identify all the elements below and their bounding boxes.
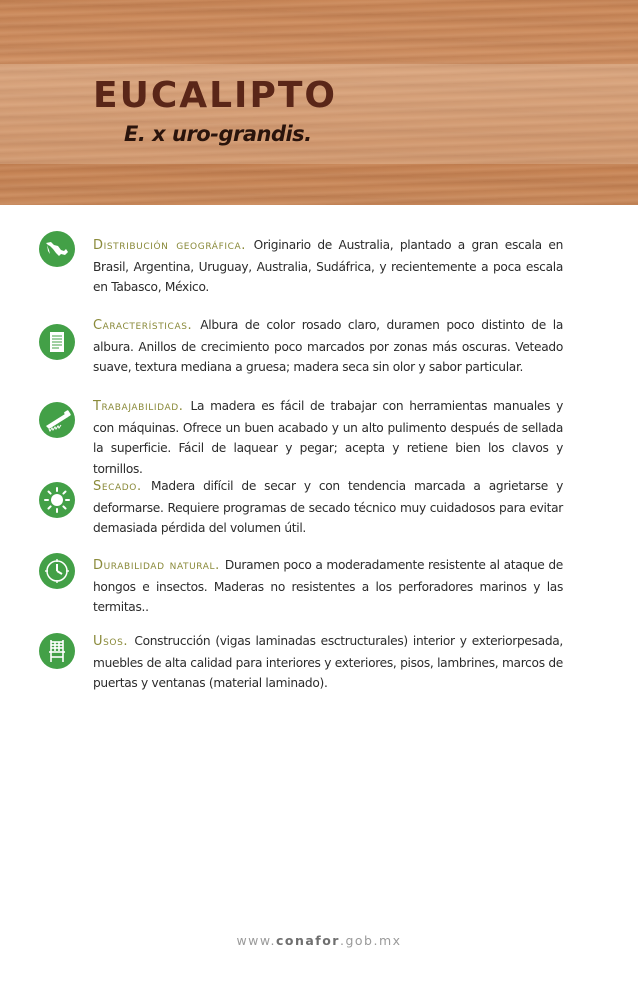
section-trabajabilidad [93, 396, 563, 479]
page-title: EUCALIPTO [93, 75, 337, 116]
section-label: Usos. [93, 634, 135, 649]
wood-header [0, 0, 638, 205]
section-text: Originario de Australia, plantado a gran escala en Brasil, Argentina, Uruguay, Australia, Sudáfrica, y recientemente a poca escala en Tabasco, México. [93, 238, 563, 294]
section-caracteristicas [93, 315, 563, 378]
section-secado [93, 476, 563, 539]
sun-icon [39, 482, 75, 518]
footer-url[interactable] [0, 933, 638, 948]
section-distribucion [93, 235, 563, 298]
footer-brand: conafor [275, 933, 340, 948]
section-text: Duramen poco a moderadamente resistente al ataque de hongos e insectos. Maderas no resistentes a los perforadores marinos y las termitas.. [93, 558, 563, 614]
section-text: Albura de color rosado claro, duramen poco distinto de la albura. Anillos de crecimiento poco marcados por zonas más oscuras. Veteado suave, textura mediana a gruesa; madera seca sin olor y sabor particular. [93, 318, 563, 374]
section-text: Madera difícil de secar y con tendencia marcada a agrietarse y deformarse. Requiere programas de secado técnico muy cuidadosos para evitar demasiada pérdida del volumen útil. [93, 479, 563, 535]
section-usos [93, 631, 563, 694]
clock-icon [39, 553, 75, 589]
section-text: La madera es fácil de trabajar con herramientas manuales y con máquinas. Ofrece un buen acabado y un alto pulimento después de sellada la superficie. Fácil de laquear y pegar; acepta y retiene bien los clavos y tornillos. [93, 399, 563, 476]
section-label: Características. [93, 318, 201, 333]
species-name: E. x uro-grandis. [124, 122, 312, 146]
section-label: Trabajabilidad. [93, 399, 191, 414]
section-text: Construcción (vigas laminadas esctructurales) interior y exteriorpesada, muebles de alta calidad para interiores y exteriores, pisos, lambrines, marcos de puertas y ventanas (material laminado). [93, 634, 564, 690]
chair-icon [39, 633, 75, 669]
section-durabilidad [93, 555, 563, 618]
section-label: Secado. [93, 479, 152, 494]
footer-suffix: .gob.mx [339, 933, 402, 948]
map-mexico-icon [39, 231, 75, 267]
section-label: Durabilidad natural. [93, 558, 225, 573]
document-icon [39, 324, 75, 360]
section-label: Distribución geográfica. [93, 238, 254, 253]
saw-icon [39, 402, 75, 438]
footer-prefix: www. [236, 933, 276, 948]
